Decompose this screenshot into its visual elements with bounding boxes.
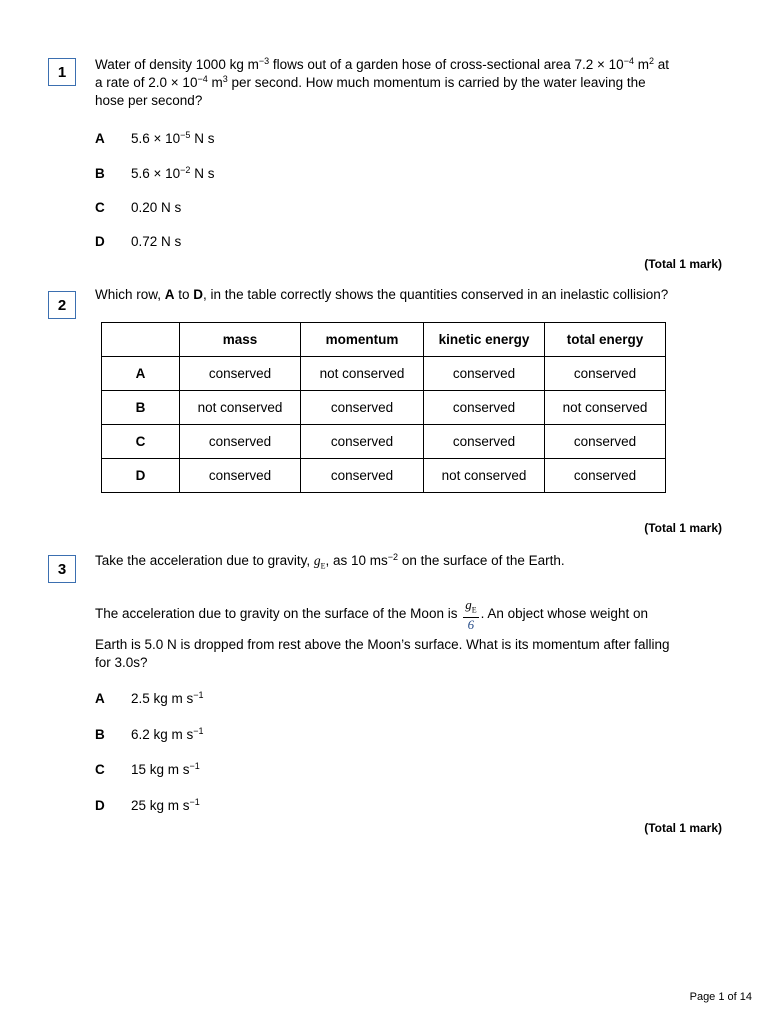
table-cell: not conserved [545,391,666,425]
option-letter: A [95,691,105,706]
fraction-denominator: 6 [467,616,475,632]
table-cell: conserved [545,459,666,493]
stem-text: The acceleration due to gravity on the surface of the Moon is [95,605,462,621]
stem-text: , as 10 ms [325,553,388,568]
conservation-table [101,322,666,493]
superscript: −4 [197,74,208,84]
stem-line: Earth is 5.0 N is dropped from rest above the Moon’s surface. What is its momentum after falling [95,637,670,652]
answer-option-d[interactable] [95,797,200,815]
superscript: 2 [648,56,654,66]
page-number: Page 1 of 14 [689,991,752,1003]
superscript: −2 [387,552,399,562]
option-text: 6.2 kg m s [131,727,194,742]
stem-text: per second. How much momentum is carried by the water leaving the [227,75,646,90]
table-cell: not conserved [424,459,545,493]
row-label: B [102,391,180,425]
option-letter: D [95,798,105,813]
stem-text: . An object whose weight on [480,605,648,621]
table-cell: conserved [545,425,666,459]
superscript: −1 [193,726,204,736]
table-cell: conserved [301,459,424,493]
stem-text: on the surface of the Earth. [398,553,565,568]
table-cell: conserved [424,391,545,425]
symbol-text: g [465,597,472,612]
superscript: 3 [222,74,228,84]
option-text: 15 kg m s [131,762,190,777]
column-header: kinetic energy [424,323,545,357]
table-cell: conserved [180,459,301,493]
answer-option-c[interactable] [95,761,200,779]
option-letter: B [95,166,105,181]
option-text: 5.6 × 10 [131,131,181,146]
row-label: A [102,357,180,391]
question-number-box: 3 [48,555,76,583]
stem-text: Take the acceleration due to gravity, [95,553,314,568]
stem-text: Water of density 1000 kg m [95,57,259,72]
superscript: −1 [189,797,200,807]
table-cell: conserved [545,357,666,391]
option-text: 2.5 kg m s [131,691,194,706]
superscript: −1 [193,690,204,700]
option-text: 25 kg m s [131,798,190,813]
table-cell: conserved [301,391,424,425]
gravity-fraction [463,598,478,631]
option-text: 0.20 N s [131,200,182,215]
symbol-text: g [313,553,321,568]
total-mark: (Total 1 mark) [644,257,722,271]
stem-bold: A [164,287,175,302]
question-stem [95,286,695,304]
row-label: D [102,459,180,493]
stem-text: , in the table correctly shows the quantities conserved in an inelastic collision? [203,287,669,302]
answer-option-a[interactable] [95,130,214,148]
stem-text: m [633,57,649,72]
option-unit: N s [190,166,215,181]
question-stem [95,552,695,576]
answer-option-b[interactable] [95,165,214,183]
stem-text: flows out of a garden hose of cross-sectional area 7.2 × 10 [269,57,624,72]
question-stem [95,597,715,632]
total-mark: (Total 1 mark) [644,521,722,535]
table-row [102,357,666,391]
question-stem [95,56,695,110]
table-cell: conserved [424,357,545,391]
stem-text: Which row, [95,287,165,302]
column-header: momentum [301,323,424,357]
gravity-symbol [313,553,326,571]
table-cell: conserved [180,425,301,459]
subscript: E [471,605,477,615]
option-letter: C [95,200,105,215]
question-number-box: 1 [48,58,76,86]
answer-option-a[interactable] [95,690,204,708]
question-number-box: 2 [48,291,76,319]
stem-text: m [207,75,223,90]
table-row [102,425,666,459]
fraction-numerator [463,598,478,618]
answer-option-d[interactable] [95,233,181,251]
option-letter: A [95,131,105,146]
stem-line [95,597,715,632]
question-stem [95,636,715,672]
table-row [102,459,666,493]
superscript: −4 [623,56,634,66]
table-row [102,391,666,425]
stem-text: a rate of 2.0 × 10 [95,75,198,90]
stem-text: to [174,287,194,302]
subscript: E [320,561,326,571]
superscript: −5 [180,130,191,140]
total-mark: (Total 1 mark) [644,821,722,835]
option-letter: B [95,727,105,742]
stem-line: for 3.0s? [95,655,148,670]
stem-line: hose per second? [95,93,203,108]
option-unit: N s [190,131,215,146]
table-corner-cell [102,323,180,357]
option-letter: C [95,762,105,777]
table-header-row [102,323,666,357]
superscript: −2 [180,165,191,175]
answer-option-b[interactable] [95,726,204,744]
option-text: 5.6 × 10 [131,166,181,181]
superscript: −3 [258,56,270,66]
stem-text: at [653,57,669,72]
option-text: 0.72 N s [131,234,182,249]
table-cell: conserved [301,425,424,459]
table-cell: not conserved [301,357,424,391]
stem-line [95,56,695,74]
table-cell: conserved [424,425,545,459]
superscript: −1 [189,761,200,771]
answer-option-c[interactable] [95,199,181,217]
table-cell: not conserved [180,391,301,425]
column-header: total energy [545,323,666,357]
stem-line [95,74,695,92]
table-cell: conserved [180,357,301,391]
column-header: mass [180,323,301,357]
option-letter: D [95,234,105,249]
row-label: C [102,425,180,459]
stem-bold: D [193,287,204,302]
